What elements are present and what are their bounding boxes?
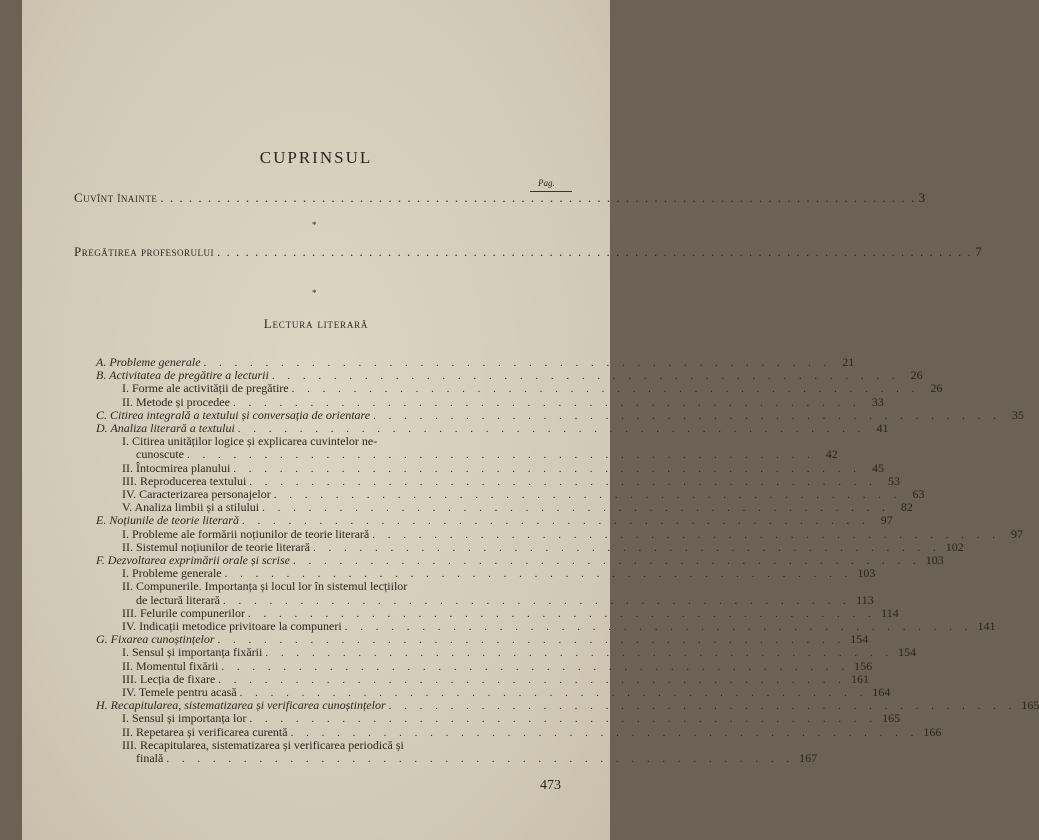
leader-dots: . . . . . . . . . . . . . . . . . . . . . . . . . . . . . . . . . . . . . . . . . [221, 660, 850, 673]
leader-dots: . . . . . . . . . . . . . . . . . . . . . . . . . . . . . . . . . . . . . . . . . [372, 528, 1000, 541]
toc-entry-label: B. Activitatea de pregătire a lecturii [96, 368, 269, 383]
page-title: CUPRINSUL [259, 148, 373, 167]
toc-entry-label: I. Sensul și importanța lor [122, 711, 247, 726]
toc-entry [96, 580, 570, 593]
toc-entry-page: 103 [857, 566, 876, 581]
page-column-label: Pag. [538, 178, 555, 188]
toc-entry-page: 167 [799, 751, 818, 765]
toc-entry-label: IV. Temele pentru acasă [122, 685, 237, 699]
toc-entry-label: II. Momentul fixării [122, 658, 219, 673]
toc-entry-page: 166 [923, 724, 942, 739]
toc-entry-label: II. Compunerile. Importanța și locul lor în sistemul lecțiilor [122, 579, 408, 594]
toc-entry-label: IV. Caracterizarea personajelor [122, 487, 271, 501]
toc-entry-label: I. Citirea unităților logice și explicarea cuvintelor ne- [122, 434, 378, 449]
leader-dots: . . . . . . . . . . . . . . . . . . . . . . . . . . . . . . . . . . . . . . . . . [388, 700, 1017, 713]
toc-entry-page: 82 [900, 500, 913, 515]
toc-entry-page: 102 [945, 539, 964, 554]
toc-entry-page: 164 [872, 685, 891, 699]
leader-dots: . . . . . . . . . . . . . . . . . . . . . . . . . . . . . . . . . . . . . . . . . [312, 541, 941, 554]
toc-entry-page: 113 [856, 592, 874, 607]
toc-entry-label: D. Analiza literară a textului [96, 421, 235, 435]
leader-dots: . . . . . . . . . . . . . . . . . . . . . . . . . . . . . . . . . . . . . . . . . [291, 383, 920, 396]
toc-entry-page: 26 [930, 381, 943, 396]
toc-entry-foreword [74, 190, 926, 206]
leader-dots: . . . . . . . . . . . . . . . . . . . . . . . . . . . . . . . . . . . . . . . . . [203, 357, 832, 369]
leader-dots: . . . . . . . . . . . . . . . . . . . . . . . . . . . . . . . . . . . . . . . . . [232, 396, 861, 409]
toc-entry [96, 751, 818, 766]
toc-entry-label: G. Fixarea cunoștințelor [96, 632, 215, 647]
toc-entry-page: 141 [977, 619, 996, 633]
leader-dots: . . . . . . . . . . . . . . . . . . . . . . . . . . . . . . . . . . . . . . . . . [265, 647, 894, 660]
page-number: 473 [540, 778, 561, 793]
toc-entry-page: 161 [851, 671, 870, 686]
leader-dots: . . . . . . . . . . . . . . . . . . . . . . . . . . . . . . . . . . . . . . . . . [239, 687, 868, 699]
toc-entry-label: II. Întocmirea planului [122, 460, 231, 475]
toc-entry-label: Pregătirea profesorului [74, 244, 214, 259]
leader-dots: . . . . . . . . . . . . . . . . . . . . . . . . . . . . . . . . . . . . . . . . . [262, 502, 890, 515]
toc-entry-page: 35 [1011, 407, 1024, 422]
leader-dots: . . . . . . . . . . . . . . . . . . . . . . . . . . . . . . . . . . . . . . . . . [218, 673, 847, 686]
separator-star-1: * [312, 220, 317, 230]
leader-dots: . . . . . . . . . . . . . . . . . . . . . . . . . . . . . . . . . . . . . . . . . [186, 449, 815, 462]
toc-entry-label: de lectură literară [136, 592, 220, 607]
leader-dots: . . . . . . . . . . . . . . . . . . . . . . . . . . . . . . . . . . . . . . . . . [344, 621, 973, 633]
toc-entry-page: 97 [1011, 526, 1023, 541]
toc-entry-page: 97 [880, 513, 893, 528]
toc-entry-page: 53 [888, 473, 901, 488]
toc-entry-page: 41 [876, 421, 889, 435]
leader-dots: . . . . . . . . . . . . . . . . . . . . . . . . . . . . . . . . . . . . . . . . . [241, 515, 870, 528]
toc-entry-label: I. Sensul și importanța fixării [122, 645, 263, 660]
leader-dots: . . . . . . . . . . . . . . . . . . . . . . . . . . . . . . . . . . . . . . . . . [233, 462, 862, 475]
toc-entry-label: III. Felurile compunerilor [122, 605, 245, 620]
toc-entry-label: II. Sistemul noțiunilor de teorie literară [122, 539, 310, 554]
toc-entry-label: Cuvînt înainte [74, 190, 158, 205]
separator-star-2: * [312, 288, 317, 298]
toc-entry-label: E. Noțiunile de teorie literară [96, 513, 239, 528]
toc-entry-label: I. Probleme generale [122, 566, 222, 581]
toc-entry [96, 435, 570, 448]
leader-dots: . . . . . . . . . . . . . . . . . . . . . . . . . . . . . . . . . . . . . . . . . [290, 726, 919, 739]
toc-entry-page: 45 [872, 460, 885, 475]
toc-entry-label: finală [136, 751, 164, 765]
toc-entry-teacher-prep [74, 244, 982, 260]
toc-entry-label: IV. Indicații metodice privitoare la compuneri [122, 619, 342, 633]
leader-dots: . . . . . . . . . . . . . . . . . . . . . . . . . . . . . . . . . . . . . . . . . [166, 753, 795, 765]
leader-dots: . . . . . . . . . . . . . . . . . . . . . . . . . . . . . . . . . . . . . . . . . [249, 713, 878, 726]
toc-entry-label: III. Reproducerea textului [122, 473, 247, 488]
toc-entry-label: III. Recapitularea, sistematizarea și verificarea periodică și [122, 737, 404, 752]
book-page [22, 0, 1039, 840]
toc-entry-label: F. Dezvoltarea exprimării orale și scrise [96, 553, 290, 567]
toc-entry-page: 42 [825, 447, 838, 462]
toc-entry-label: II. Metode și procedee [122, 394, 230, 409]
leader-dots: . . . . . . . . . . . . . . . . . . . . . . . . . . . . . . . . . . . . . . . . . [273, 489, 902, 501]
toc-entry-page: 63 [912, 487, 925, 501]
leader-dots: . . . . . . . . . . . . . . . . . . . . . . . . . . . . . . . . . . . . . . . . . [271, 370, 900, 383]
section-title: Lectura literară [263, 316, 369, 331]
toc-entry-label: H. Recapitularea, sistematizarea și verificarea cunoștințelor [96, 698, 386, 713]
leader-dots: . . . . . . . . . . . . . . . . . . . . . . . . . . . . . . . . . . . . . . . . . [217, 634, 846, 647]
toc-entry-label: cunoscute [136, 447, 184, 462]
toc-entry-page: 103 [925, 553, 944, 567]
leader-dots: . . . . . . . . . . . . . . . . . . . . . . . . . . . . . . . . . . . . . . . . . [373, 409, 1001, 422]
toc-entry-page: 3 [918, 190, 926, 205]
toc-entry-page: 154 [898, 645, 917, 660]
toc-entry-label: C. Citirea integrală a textului și conversația de orientare [96, 407, 371, 422]
toc-entry-page: 7 [975, 244, 982, 259]
toc-entry-page: 21 [842, 355, 855, 369]
toc-entry-page: 154 [850, 632, 869, 647]
toc-entry-label: III. Lecția de fixare [122, 671, 216, 686]
leader-dots: . . . . . . . . . . . . . . . . . . . . . . . . . . . . . . . . . . . . . . . . . [224, 568, 853, 581]
toc-entry-label: V. Analiza limbii și a stilului [122, 500, 260, 515]
toc-entry-page: 165 [1021, 698, 1039, 713]
toc-entry-page: 26 [910, 368, 923, 383]
toc-entry-label: I. Forme ale activității de pregătire [122, 381, 289, 396]
leader-dots: . . . . . . . . . . . . . . . . . . . . . . . . . . . . . . . . . . . . . . . . . [247, 607, 876, 620]
toc-entry-page: 156 [854, 658, 873, 673]
toc-entry-label: II. Repetarea și verificarea curentă [122, 724, 288, 739]
leader-dots: . . . . . . . . . . . . . . . . . . . . . . . . . . . . . . . . . . . . . . . . . . . . . . . . . . . . . . . . . . . . . . . . . . . . . . . . . . . . . . . . [160, 190, 916, 205]
toc-entry-label: A. Probleme generale [96, 355, 201, 369]
toc-entry-page: 114 [881, 605, 899, 620]
leader-dots: . . . . . . . . . . . . . . . . . . . . . . . . . . . . . . . . . . . . . . . . . [249, 475, 878, 488]
toc-entry-page: 33 [871, 394, 884, 409]
toc-entry-label: I. Probleme ale formării noțiunilor de teorie literară [122, 526, 370, 541]
leader-dots: . . . . . . . . . . . . . . . . . . . . . . . . . . . . . . . . . . . . . . . . . [292, 555, 921, 567]
toc-entry [96, 739, 570, 752]
leader-dots: . . . . . . . . . . . . . . . . . . . . . . . . . . . . . . . . . . . . . . . . . [237, 423, 866, 435]
leader-dots: . . . . . . . . . . . . . . . . . . . . . . . . . . . . . . . . . . . . . . . . . [222, 594, 851, 607]
leader-dots: . . . . . . . . . . . . . . . . . . . . . . . . . . . . . . . . . . . . . . . . . . . . . . . . . . . . . . . . . . . . . . . . . . . . . . . . . . . . . . . . [217, 244, 973, 259]
toc-entry-page: 165 [882, 711, 901, 726]
